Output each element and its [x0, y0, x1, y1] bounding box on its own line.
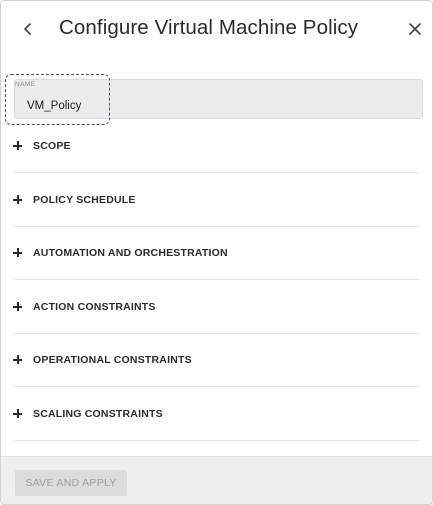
section-label: SCOPE [33, 140, 71, 152]
section-label: AUTOMATION AND ORCHESTRATION [33, 247, 228, 259]
plus-icon [13, 355, 22, 364]
section-operational-constraints[interactable] [1, 334, 432, 387]
name-field-label: NAME [15, 81, 36, 88]
close-icon [408, 22, 422, 36]
plus-icon [13, 409, 22, 418]
name-field-value[interactable]: VM_Policy [27, 100, 82, 112]
section-label: POLICY SCHEDULE [33, 194, 136, 206]
section-policy-schedule[interactable] [1, 174, 432, 227]
save-and-apply-button[interactable]: SAVE AND APPLY [15, 470, 127, 496]
divider [14, 279, 419, 280]
plus-icon [13, 248, 22, 257]
section-automation-and-orchestration[interactable] [1, 227, 432, 280]
section-label: ACTION CONSTRAINTS [33, 301, 156, 313]
section-scope[interactable] [1, 120, 432, 173]
section-label: OPERATIONAL CONSTRAINTS [33, 354, 192, 366]
close-button[interactable] [403, 16, 427, 42]
back-button[interactable] [17, 15, 39, 43]
name-field[interactable] [14, 79, 423, 119]
section-scaling-constraints[interactable] [1, 388, 432, 441]
divider [14, 440, 419, 441]
chevron-left-icon [23, 22, 33, 36]
panel-header [1, 1, 432, 59]
section-action-constraints[interactable] [1, 281, 432, 334]
panel-footer [1, 456, 432, 505]
plus-icon [13, 141, 22, 150]
section-label: SCALING CONSTRAINTS [33, 408, 163, 420]
divider [14, 172, 419, 173]
page-title: Configure Virtual Machine Policy [59, 16, 359, 39]
plus-icon [13, 302, 22, 311]
plus-icon [13, 195, 22, 204]
divider [14, 386, 419, 387]
